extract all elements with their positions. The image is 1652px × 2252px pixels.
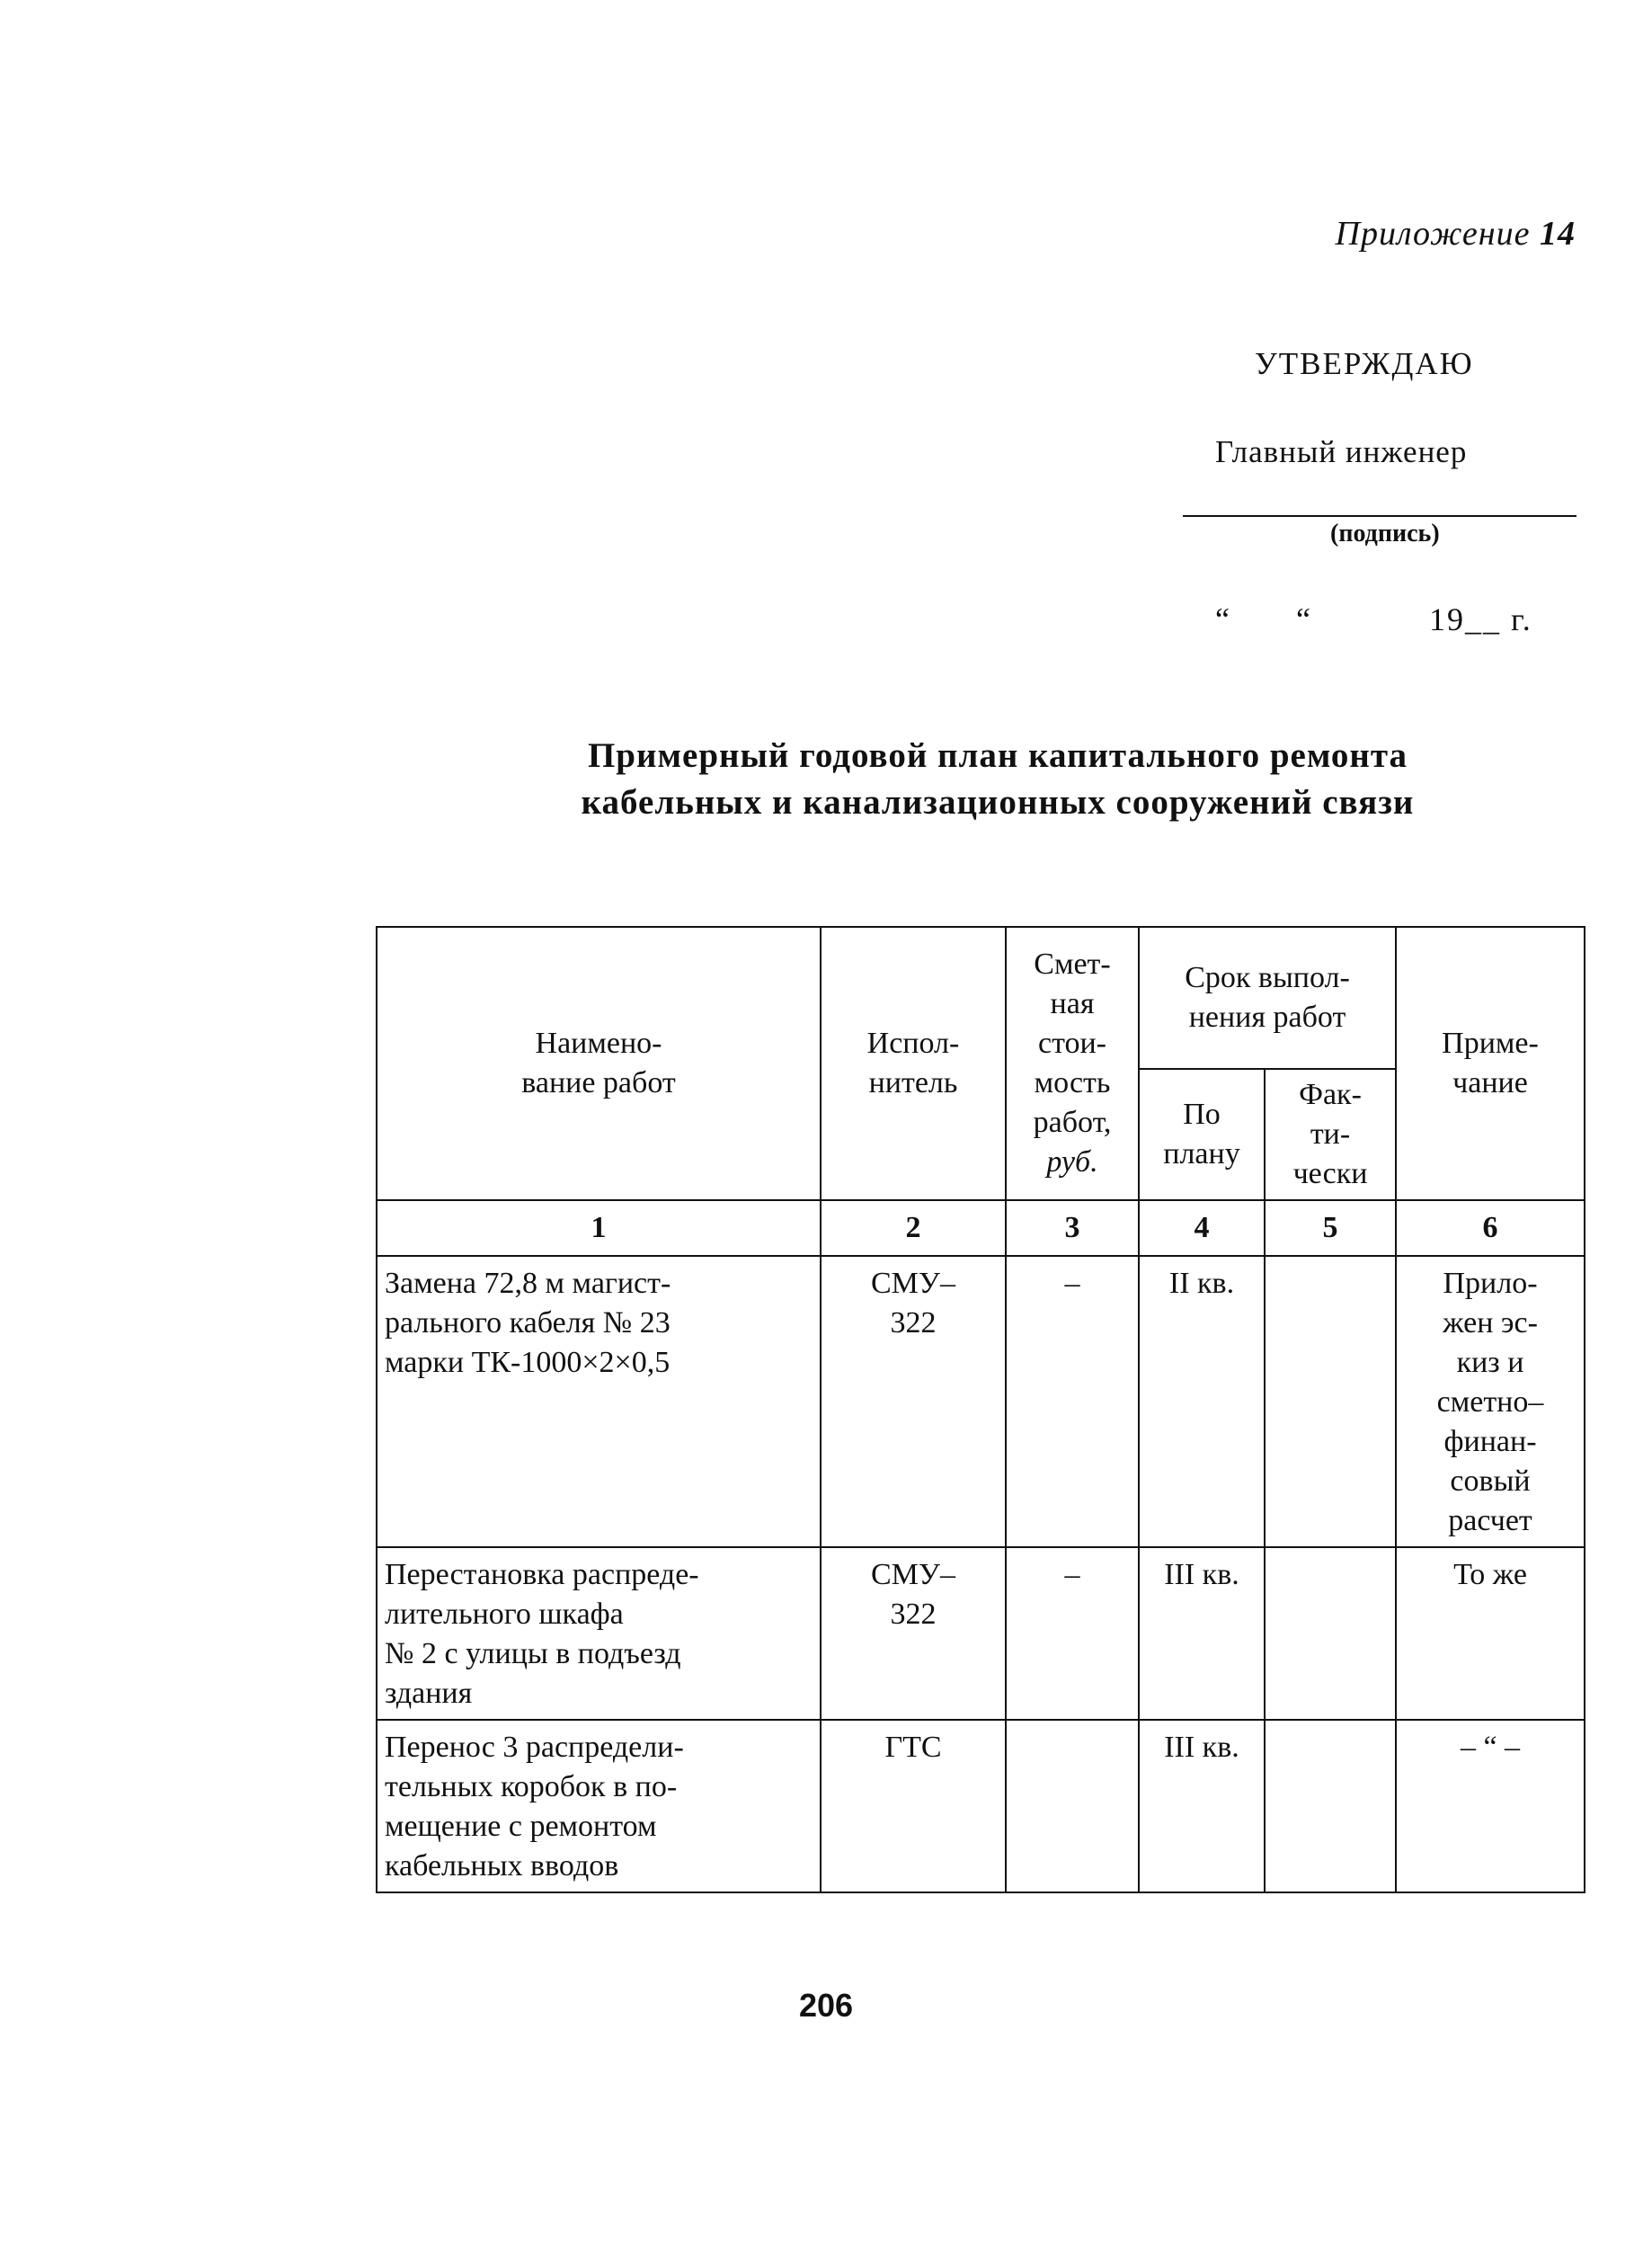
table-row <box>377 1547 1585 1720</box>
cell-note: – “ – <box>1396 1720 1585 1892</box>
column-number-row <box>377 1200 1585 1256</box>
table-row <box>377 1720 1585 1892</box>
header-plan: По плану <box>1139 1069 1265 1200</box>
header-term: Срок выпол- нения работ <box>1139 927 1396 1069</box>
cell-cost <box>1006 1720 1139 1892</box>
cell-plan: III кв. <box>1139 1547 1265 1720</box>
document-title <box>413 733 1582 826</box>
header-cost: Смет- ная стои- мость работ, руб. <box>1006 927 1139 1200</box>
header-work-name: Наимено- вание работ <box>377 927 821 1200</box>
date-year: 19__ г. <box>1429 601 1532 637</box>
table-header-row <box>377 927 1585 1069</box>
approval-stamp: УТВЕРЖДАЮ <box>1255 346 1474 381</box>
signature-line <box>1183 515 1577 517</box>
cell-work-name: Замена 72,8 м магист- рального кабеля № 23 марки ТК-1000×2×0,5 <box>377 1256 821 1547</box>
header-executor: Испол- нитель <box>821 927 1006 1200</box>
cell-fact <box>1265 1720 1396 1892</box>
signature-caption: (подпись) <box>1330 520 1440 547</box>
column-number: 4 <box>1139 1200 1265 1256</box>
cell-executor: СМУ– 322 <box>821 1256 1006 1547</box>
repair-plan-table <box>376 926 1585 1893</box>
column-number: 6 <box>1396 1200 1585 1256</box>
header-note: Приме- чание <box>1396 927 1585 1200</box>
appendix-word: Приложение <box>1335 215 1531 253</box>
cell-plan: III кв. <box>1139 1720 1265 1892</box>
date-quote-open: “ <box>1215 601 1230 637</box>
cell-note: То же <box>1396 1547 1585 1720</box>
date-quote-close: “ <box>1296 601 1310 637</box>
appendix-number: 14 <box>1540 215 1576 253</box>
column-number: 5 <box>1265 1200 1396 1256</box>
cell-work-name: Перенос 3 распредели- тельных коробок в по- мещение с ремонтом кабельных вводов <box>377 1720 821 1892</box>
cell-executor: СМУ– 322 <box>821 1547 1006 1720</box>
title-line-2: кабельных и канализационных сооружений связи <box>581 783 1415 822</box>
header-cost-unit: руб. <box>1046 1145 1098 1179</box>
table-row <box>377 1256 1585 1547</box>
cell-executor: ГТС <box>821 1720 1006 1892</box>
column-number: 3 <box>1006 1200 1139 1256</box>
cell-fact <box>1265 1256 1396 1547</box>
approver-position: Главный инженер <box>1215 434 1468 469</box>
appendix-label <box>1336 214 1576 254</box>
cell-note: Прило- жен эс- киз и сметно– финан- совый расчет <box>1396 1256 1585 1547</box>
cell-work-name: Перестановка распреде- лительного шкафа № 2 с улицы в подъезд здания <box>377 1547 821 1720</box>
cell-cost: – <box>1006 1256 1139 1547</box>
header-fact: Фак- ти- чески <box>1265 1069 1396 1200</box>
cell-plan: II кв. <box>1139 1256 1265 1547</box>
column-number: 1 <box>377 1200 821 1256</box>
page-number: 206 <box>798 1987 854 2024</box>
title-line-1: Примерный годовой план капитального ремонта <box>587 736 1408 775</box>
cell-fact <box>1265 1547 1396 1720</box>
cell-cost: – <box>1006 1547 1139 1720</box>
column-number: 2 <box>821 1200 1006 1256</box>
